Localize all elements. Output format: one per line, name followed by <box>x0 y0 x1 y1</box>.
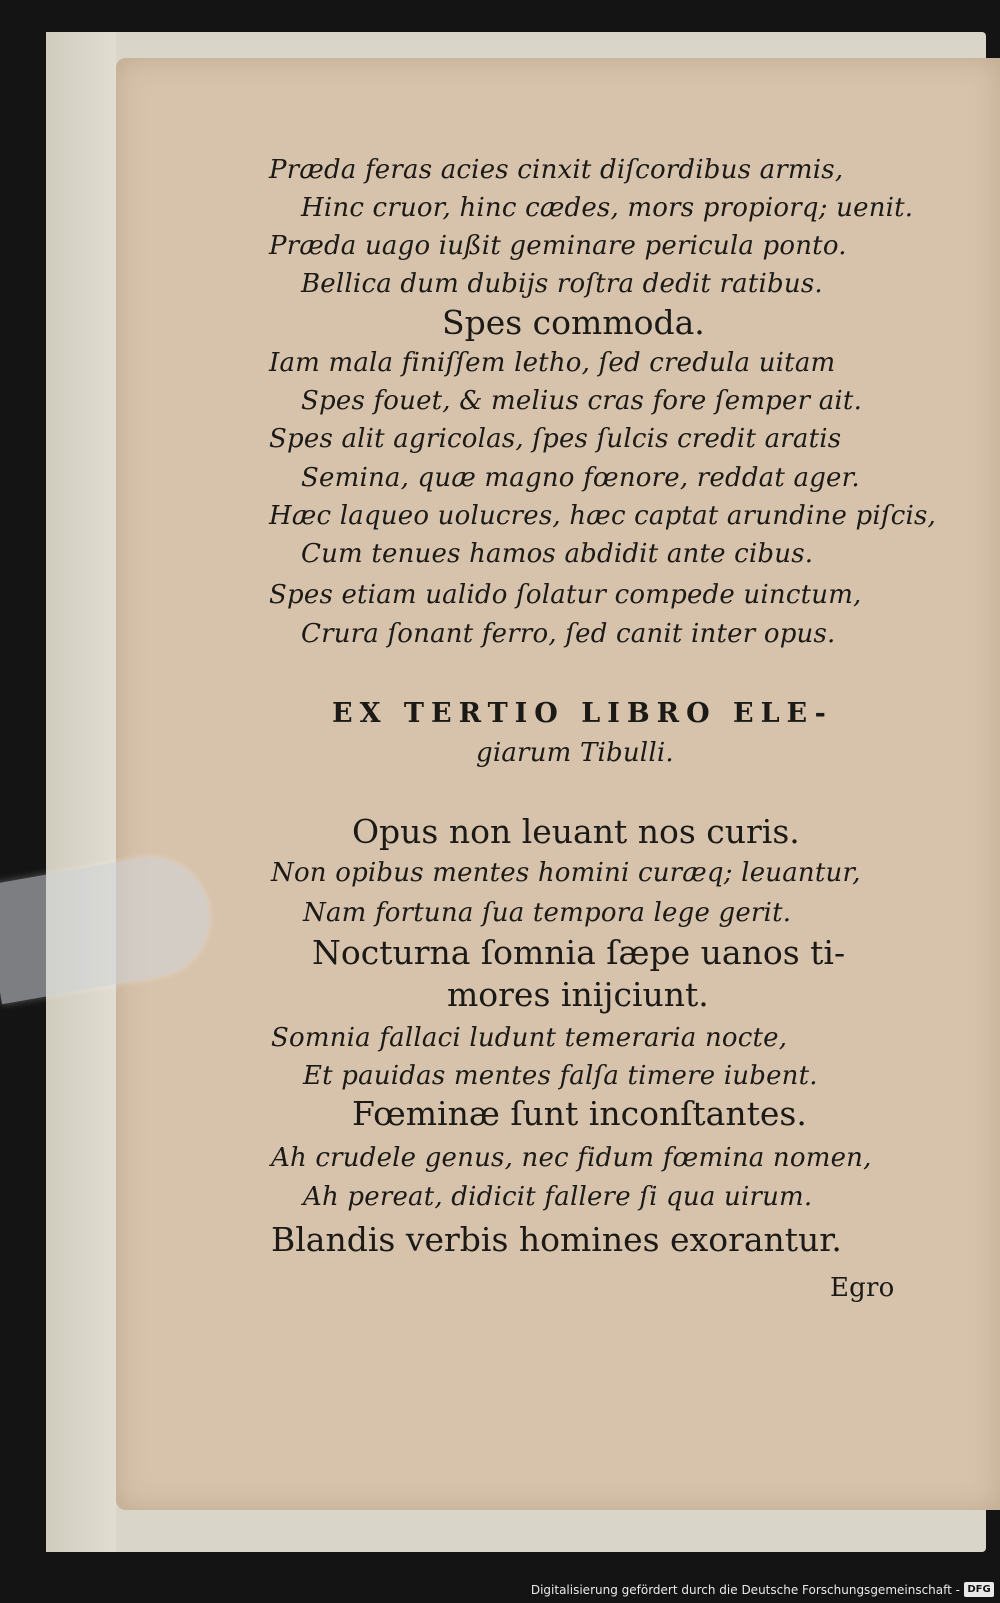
verse-line: Nam fortuna ſua tempora lege gerit. <box>303 898 792 928</box>
verse-line: Spes alit agricolas, ſpes ſulcis credit aratis <box>269 424 842 454</box>
verse-line: Non opibus mentes homini curæq; leuantur, <box>271 858 861 888</box>
catchword: Egro <box>830 1273 895 1303</box>
section-heading: Spes commoda. <box>442 303 705 342</box>
verse-line: Ah pereat, didicit fallere ſi qua uirum. <box>303 1182 813 1212</box>
verse-line: Spes fouet, & melius cras fore ſemper ait. <box>301 386 863 416</box>
section-heading: Nocturna ſomnia ſæpe uanos ti- <box>312 933 846 972</box>
verse-line: Semina, quæ magno fœnore, reddat ager. <box>301 463 860 493</box>
section-heading: Fœminæ ſunt inconſtantes. <box>352 1094 807 1133</box>
dfg-logo: DFG <box>964 1582 994 1597</box>
section-heading: EX TERTIO LIBRO ELE- <box>332 698 833 729</box>
section-heading-continued: mores inijciunt. <box>447 975 709 1014</box>
book-page <box>116 58 1000 1510</box>
page-text <box>116 58 1000 1510</box>
verse-line: Præda feras acies cinxit diſcordibus armis, <box>269 155 844 185</box>
verse-line: Spes etiam ualido ſolatur compede uinctum, <box>269 580 862 610</box>
verse-line: Hæc laqueo uolucres, hæc captat arundine piſcis, <box>269 501 936 531</box>
verse-line: Præda uago iußit geminare pericula ponto. <box>269 231 847 261</box>
verse-line: Crura ſonant ferro, ſed canit inter opus. <box>301 619 836 649</box>
verse-line: Hinc cruor, hinc cædes, mors propiorq; uenit. <box>301 193 914 223</box>
section-heading-continued: giarum Tibulli. <box>476 738 674 768</box>
footer-bar <box>0 1577 1000 1603</box>
section-heading: Opus non leuant nos curis. <box>352 812 800 851</box>
verse-line: Cum tenues hamos abdidit ante cibus. <box>301 539 814 569</box>
section-heading: Blandis verbis homines exorantur. <box>271 1220 842 1259</box>
credit-text: Digitalisierung gefördert durch die Deutsche Forschungsgemeinschaft - <box>530 1583 960 1597</box>
verse-line: Iam mala finiſſem letho, ſed credula uitam <box>269 348 836 378</box>
verse-line: Somnia fallaci ludunt temeraria nocte, <box>271 1023 788 1053</box>
verse-line: Ah crudele genus, nec fidum fœmina nomen, <box>271 1143 872 1173</box>
verse-line: Et pauidas mentes falſa timere iubent. <box>303 1061 818 1091</box>
verse-line: Bellica dum dubijs roſtra dedit ratibus. <box>301 269 823 299</box>
